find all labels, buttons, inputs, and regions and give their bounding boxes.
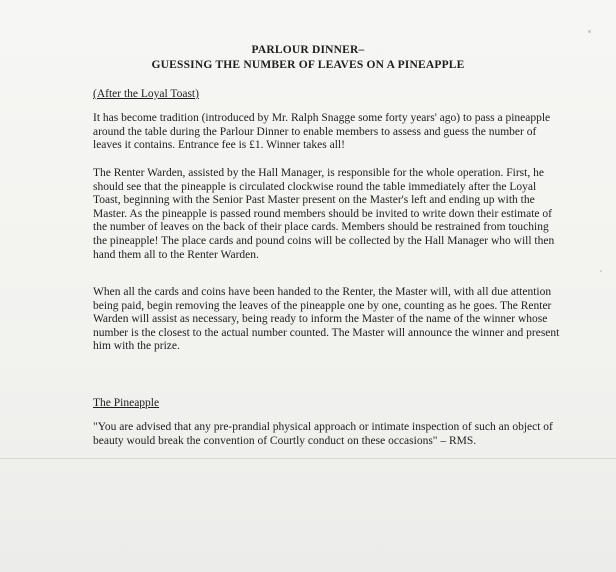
section-heading-pineapple: The Pineapple xyxy=(93,397,160,409)
document-title-line2: GUESSING THE NUMBER OF LEAVES ON A PINEAPPLE xyxy=(151,59,465,71)
paragraph-quote: "You are advised that any pre-prandial physical approach or intimate inspection of such an object of beauty would break the convention of Courtly conduct on these occasions" – RMS. xyxy=(93,421,553,447)
section-heading-after-loyal-toast: (After the Loyal Toast) xyxy=(93,88,199,100)
paper-speck xyxy=(600,270,602,272)
paragraph-tradition: It has become tradition (introduced by Mr. Ralph Snagge some forty years' ago) to pass a pineapple around the table during the Parlour Dinner to enable members to assess and guess the number of leaves it contains. Entrance fee is £1. Winner takes all! xyxy=(93,112,551,152)
paragraph-renter-warden: The Renter Warden, assisted by the Hall Manager, is responsible for the whole operation. First, he should see that the pineapple is circulated clockwise round the table immediately after the Loyal Toast, beginning with the Senior Past Master present on the Master's left and ending up with the Master. As the pineapple is passed round members should be invited to write down their estimate of the number of leaves on the back of their place cards. Members should be restrained from touching the pineapple! The place cards and pound coins will be collected by the Hall Manager who will then hand them all to the Renter Warden. xyxy=(93,167,555,261)
document-title-line1: PARLOUR DINNER– xyxy=(251,44,365,56)
paper-fold-line xyxy=(0,458,616,459)
paragraph-counting: When all the cards and coins have been handed to the Renter, the Master will, with all due attention being paid, begin removing the leaves of the pineapple one by one, counting as he goes. The Renter Warden will assist as necessary, being ready to inform the Master of the name of the winner whose number is the closest to the actual number counted. The Master will announce the winner and present him with the prize. xyxy=(93,286,560,353)
paper-speck xyxy=(588,30,591,33)
